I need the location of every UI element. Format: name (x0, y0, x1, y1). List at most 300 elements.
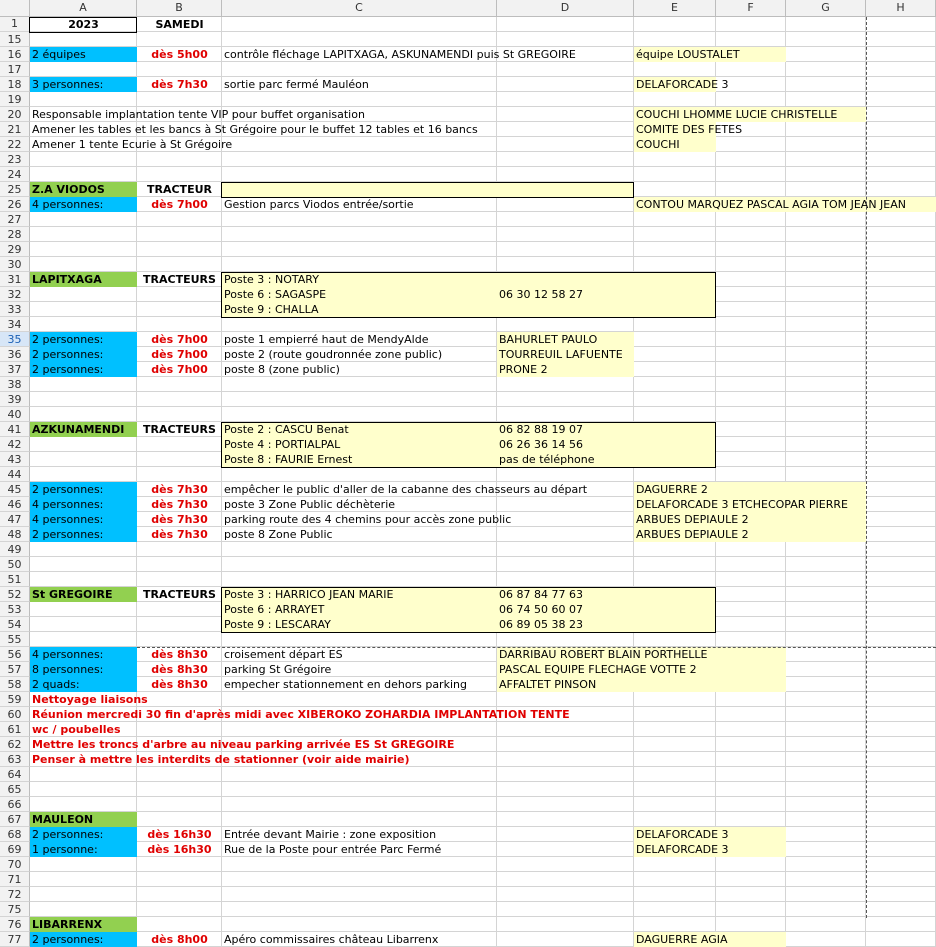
cell-g76[interactable] (786, 917, 866, 932)
cell-f15[interactable] (716, 32, 786, 47)
cell-c72[interactable] (222, 887, 497, 902)
cell-f52[interactable] (716, 587, 786, 602)
row-header-57[interactable]: 57 (0, 662, 30, 677)
cell-d63[interactable] (497, 752, 634, 767)
cell-f71[interactable] (716, 872, 786, 887)
cell-h72[interactable] (866, 887, 936, 902)
cell-b33[interactable] (137, 302, 222, 317)
cell-g61[interactable] (786, 722, 866, 737)
cell-g63[interactable] (786, 752, 866, 767)
cell-g18[interactable] (786, 77, 866, 92)
cell-g40[interactable] (786, 407, 866, 422)
cell-d71[interactable] (497, 872, 634, 887)
cell-f49[interactable] (716, 542, 786, 557)
cell-a64[interactable] (30, 767, 137, 782)
cell-e38[interactable] (634, 377, 716, 392)
cell-b72[interactable] (137, 887, 222, 902)
cell-e70[interactable] (634, 857, 716, 872)
cell-e24[interactable] (634, 167, 716, 182)
cell-a15[interactable] (30, 32, 137, 47)
cell-d15[interactable] (497, 32, 634, 47)
cell-g60[interactable] (786, 707, 866, 722)
cell-a38[interactable] (30, 377, 137, 392)
cell-h57[interactable] (866, 662, 936, 677)
cell-c51[interactable] (222, 572, 497, 587)
cell-e37[interactable] (634, 362, 716, 377)
cell-h20[interactable] (866, 107, 936, 122)
cell-b54[interactable] (137, 617, 222, 632)
cell-b67[interactable] (137, 812, 222, 827)
cell-e67[interactable] (634, 812, 716, 827)
cell-e15[interactable] (634, 32, 716, 47)
cell-b32[interactable] (137, 287, 222, 302)
cell-f23[interactable] (716, 152, 786, 167)
row-header-54[interactable]: 54 (0, 617, 30, 632)
cell-f51[interactable] (716, 572, 786, 587)
row-header-31[interactable]: 31 (0, 272, 30, 287)
cell-f41[interactable] (716, 422, 786, 437)
cell-e51[interactable] (634, 572, 716, 587)
cell-b42[interactable] (137, 437, 222, 452)
cell-d66[interactable] (497, 797, 634, 812)
cell-h53[interactable] (866, 602, 936, 617)
cell-g23[interactable] (786, 152, 866, 167)
cell-e40[interactable] (634, 407, 716, 422)
cell-f28[interactable] (716, 227, 786, 242)
column-header-b[interactable]: B (137, 0, 222, 17)
cell-g27[interactable] (786, 212, 866, 227)
cell-h56[interactable] (866, 647, 936, 662)
cell-g53[interactable] (786, 602, 866, 617)
cell-g69[interactable] (786, 842, 866, 857)
cell-h48[interactable] (866, 527, 936, 542)
cell-b75[interactable] (137, 902, 222, 917)
cell-f42[interactable] (716, 437, 786, 452)
cell-h25[interactable] (866, 182, 936, 197)
row-header-59[interactable]: 59 (0, 692, 30, 707)
cell-g44[interactable] (786, 467, 866, 482)
cell-g1[interactable] (786, 17, 866, 32)
cell-h34[interactable] (866, 317, 936, 332)
cell-b66[interactable] (137, 797, 222, 812)
cell-a51[interactable] (30, 572, 137, 587)
cell-f1[interactable] (716, 17, 786, 32)
cell-h50[interactable] (866, 557, 936, 572)
cell-g28[interactable] (786, 227, 866, 242)
column-header-g[interactable]: G (786, 0, 866, 17)
cell-h32[interactable] (866, 287, 936, 302)
cell-g70[interactable] (786, 857, 866, 872)
cell-h61[interactable] (866, 722, 936, 737)
cell-h18[interactable] (866, 77, 936, 92)
cell-c59[interactable] (222, 692, 497, 707)
cell-c28[interactable] (222, 227, 497, 242)
cell-b61[interactable] (137, 722, 222, 737)
cell-f40[interactable] (716, 407, 786, 422)
cell-e34[interactable] (634, 317, 716, 332)
cell-h21[interactable] (866, 122, 936, 137)
cell-f72[interactable] (716, 887, 786, 902)
cell-e27[interactable] (634, 212, 716, 227)
cell-h35[interactable] (866, 332, 936, 347)
cell-b76[interactable] (137, 917, 222, 932)
column-header-h[interactable]: H (866, 0, 936, 17)
cell-c50[interactable] (222, 557, 497, 572)
cell-d20[interactable] (497, 107, 634, 122)
cell-e1[interactable] (634, 17, 716, 32)
cell-g25[interactable] (786, 182, 866, 197)
cell-b49[interactable] (137, 542, 222, 557)
cell-d51[interactable] (497, 572, 634, 587)
cell-g65[interactable] (786, 782, 866, 797)
row-header-64[interactable]: 64 (0, 767, 30, 782)
cell-f32[interactable] (716, 287, 786, 302)
cell-c19[interactable] (222, 92, 497, 107)
row-header-77[interactable]: 77 (0, 932, 30, 947)
cell-g58[interactable] (786, 677, 866, 692)
cell-f70[interactable] (716, 857, 786, 872)
row-header-44[interactable]: 44 (0, 467, 30, 482)
cell-c61[interactable] (222, 722, 497, 737)
cell-c44[interactable] (222, 467, 497, 482)
cell-d47[interactable] (497, 512, 634, 527)
cell-e75[interactable] (634, 902, 716, 917)
cell-a72[interactable] (30, 887, 137, 902)
cell-f25[interactable] (716, 182, 786, 197)
cell-e23[interactable] (634, 152, 716, 167)
cell-f39[interactable] (716, 392, 786, 407)
cell-g57[interactable] (786, 662, 866, 677)
cell-b15[interactable] (137, 32, 222, 47)
cell-b34[interactable] (137, 317, 222, 332)
cell-e71[interactable] (634, 872, 716, 887)
cell-a44[interactable] (30, 467, 137, 482)
cell-c71[interactable] (222, 872, 497, 887)
cell-d24[interactable] (497, 167, 634, 182)
cell-h55[interactable] (866, 632, 936, 647)
cell-d19[interactable] (497, 92, 634, 107)
cell-g39[interactable] (786, 392, 866, 407)
cell-g24[interactable] (786, 167, 866, 182)
cell-b40[interactable] (137, 407, 222, 422)
row-header-65[interactable]: 65 (0, 782, 30, 797)
row-header-43[interactable]: 43 (0, 452, 30, 467)
cell-f66[interactable] (716, 797, 786, 812)
row-header-48[interactable]: 48 (0, 527, 30, 542)
cell-c23[interactable] (222, 152, 497, 167)
cell-d26[interactable] (497, 197, 634, 212)
cell-g34[interactable] (786, 317, 866, 332)
cell-d23[interactable] (497, 152, 634, 167)
cell-h27[interactable] (866, 212, 936, 227)
cell-f64[interactable] (716, 767, 786, 782)
column-header-a[interactable]: A (30, 0, 137, 17)
cell-g50[interactable] (786, 557, 866, 572)
cell-a71[interactable] (30, 872, 137, 887)
cell-h28[interactable] (866, 227, 936, 242)
row-header-38[interactable]: 38 (0, 377, 30, 392)
cell-g42[interactable] (786, 437, 866, 452)
cell-g51[interactable] (786, 572, 866, 587)
cell-b44[interactable] (137, 467, 222, 482)
cell-g54[interactable] (786, 617, 866, 632)
cell-g52[interactable] (786, 587, 866, 602)
row-header-67[interactable]: 67 (0, 812, 30, 827)
cell-b55[interactable] (137, 632, 222, 647)
cell-d48[interactable] (497, 527, 634, 542)
cell-h67[interactable] (866, 812, 936, 827)
cell-h54[interactable] (866, 617, 936, 632)
cell-g62[interactable] (786, 737, 866, 752)
cell-d28[interactable] (497, 227, 634, 242)
row-header-32[interactable]: 32 (0, 287, 30, 302)
cell-e60[interactable] (634, 707, 716, 722)
cell-c38[interactable] (222, 377, 497, 392)
cell-e25[interactable] (634, 182, 716, 197)
cell-b65[interactable] (137, 782, 222, 797)
cell-b30[interactable] (137, 257, 222, 272)
cell-g38[interactable] (786, 377, 866, 392)
cell-c34[interactable] (222, 317, 497, 332)
cell-h65[interactable] (866, 782, 936, 797)
cell-h69[interactable] (866, 842, 936, 857)
cell-c15[interactable] (222, 32, 497, 47)
cell-f29[interactable] (716, 242, 786, 257)
row-header-71[interactable]: 71 (0, 872, 30, 887)
cell-g33[interactable] (786, 302, 866, 317)
cell-e44[interactable] (634, 467, 716, 482)
cell-h29[interactable] (866, 242, 936, 257)
cell-c17[interactable] (222, 62, 497, 77)
cell-g22[interactable] (786, 137, 866, 152)
cell-e17[interactable] (634, 62, 716, 77)
cell-e49[interactable] (634, 542, 716, 557)
cell-a50[interactable] (30, 557, 137, 572)
cell-f44[interactable] (716, 467, 786, 482)
cell-d21[interactable] (497, 122, 634, 137)
cell-b53[interactable] (137, 602, 222, 617)
cell-e72[interactable] (634, 887, 716, 902)
cell-d38[interactable] (497, 377, 634, 392)
cell-c64[interactable] (222, 767, 497, 782)
cell-f63[interactable] (716, 752, 786, 767)
cell-f67[interactable] (716, 812, 786, 827)
cell-b59[interactable] (137, 692, 222, 707)
cell-h49[interactable] (866, 542, 936, 557)
cell-g31[interactable] (786, 272, 866, 287)
row-header-1[interactable]: 1 (0, 17, 30, 32)
row-header-39[interactable]: 39 (0, 392, 30, 407)
cell-c29[interactable] (222, 242, 497, 257)
select-all-corner[interactable] (0, 0, 30, 17)
row-header-40[interactable]: 40 (0, 407, 30, 422)
cell-a65[interactable] (30, 782, 137, 797)
cell-f22[interactable] (716, 137, 786, 152)
row-header-76[interactable]: 76 (0, 917, 30, 932)
cell-d29[interactable] (497, 242, 634, 257)
cell-a75[interactable] (30, 902, 137, 917)
cell-e66[interactable] (634, 797, 716, 812)
cell-g72[interactable] (786, 887, 866, 902)
cell-h45[interactable] (866, 482, 936, 497)
cell-h41[interactable] (866, 422, 936, 437)
cell-f36[interactable] (716, 347, 786, 362)
cell-h68[interactable] (866, 827, 936, 842)
cell-d68[interactable] (497, 827, 634, 842)
cell-g75[interactable] (786, 902, 866, 917)
cell-h62[interactable] (866, 737, 936, 752)
row-header-51[interactable]: 51 (0, 572, 30, 587)
cell-c67[interactable] (222, 812, 497, 827)
cell-g21[interactable] (786, 122, 866, 137)
row-header-22[interactable]: 22 (0, 137, 30, 152)
cell-a23[interactable] (30, 152, 137, 167)
row-header-41[interactable]: 41 (0, 422, 30, 437)
row-header-18[interactable]: 18 (0, 77, 30, 92)
cell-c39[interactable] (222, 392, 497, 407)
cell-c65[interactable] (222, 782, 497, 797)
cell-h51[interactable] (866, 572, 936, 587)
row-header-19[interactable]: 19 (0, 92, 30, 107)
cell-f19[interactable] (716, 92, 786, 107)
cell-h70[interactable] (866, 857, 936, 872)
cell-f27[interactable] (716, 212, 786, 227)
row-header-55[interactable]: 55 (0, 632, 30, 647)
cell-d61[interactable] (497, 722, 634, 737)
cell-d62[interactable] (497, 737, 634, 752)
cell-c66[interactable] (222, 797, 497, 812)
cell-f38[interactable] (716, 377, 786, 392)
cell-h39[interactable] (866, 392, 936, 407)
row-header-69[interactable]: 69 (0, 842, 30, 857)
cell-a32[interactable] (30, 287, 137, 302)
cell-d64[interactable] (497, 767, 634, 782)
cell-d18[interactable] (497, 77, 634, 92)
cell-e39[interactable] (634, 392, 716, 407)
cell-e65[interactable] (634, 782, 716, 797)
cell-d67[interactable] (497, 812, 634, 827)
row-header-68[interactable]: 68 (0, 827, 30, 842)
cell-a34[interactable] (30, 317, 137, 332)
cell-a66[interactable] (30, 797, 137, 812)
cell-e63[interactable] (634, 752, 716, 767)
cell-d72[interactable] (497, 887, 634, 902)
row-header-29[interactable]: 29 (0, 242, 30, 257)
cell-g55[interactable] (786, 632, 866, 647)
cell-h15[interactable] (866, 32, 936, 47)
cell-b28[interactable] (137, 227, 222, 242)
cell-d22[interactable] (497, 137, 634, 152)
cell-a42[interactable] (30, 437, 137, 452)
row-header-33[interactable]: 33 (0, 302, 30, 317)
cell-c70[interactable] (222, 857, 497, 872)
cell-a33[interactable] (30, 302, 137, 317)
cell-d55[interactable] (497, 632, 634, 647)
row-header-53[interactable]: 53 (0, 602, 30, 617)
cell-h17[interactable] (866, 62, 936, 77)
cell-h42[interactable] (866, 437, 936, 452)
column-header-c[interactable]: C (222, 0, 497, 17)
cell-h44[interactable] (866, 467, 936, 482)
cell-h47[interactable] (866, 512, 936, 527)
row-header-60[interactable]: 60 (0, 707, 30, 722)
cell-g16[interactable] (786, 47, 866, 62)
cell-b50[interactable] (137, 557, 222, 572)
row-header-66[interactable]: 66 (0, 797, 30, 812)
cell-d59[interactable] (497, 692, 634, 707)
cell-b71[interactable] (137, 872, 222, 887)
cell-c22[interactable] (222, 137, 497, 152)
cell-f62[interactable] (716, 737, 786, 752)
cell-d40[interactable] (497, 407, 634, 422)
cell-e19[interactable] (634, 92, 716, 107)
cell-g71[interactable] (786, 872, 866, 887)
row-header-26[interactable]: 26 (0, 197, 30, 212)
row-header-56[interactable]: 56 (0, 647, 30, 662)
cell-f59[interactable] (716, 692, 786, 707)
row-header-42[interactable]: 42 (0, 437, 30, 452)
row-header-72[interactable]: 72 (0, 887, 30, 902)
cell-h16[interactable] (866, 47, 936, 62)
cell-f34[interactable] (716, 317, 786, 332)
cell-d1[interactable] (497, 17, 634, 32)
cell-d27[interactable] (497, 212, 634, 227)
cell-g19[interactable] (786, 92, 866, 107)
cell-a30[interactable] (30, 257, 137, 272)
cell-b64[interactable] (137, 767, 222, 782)
column-header-d[interactable]: D (497, 0, 634, 17)
cell-c30[interactable] (222, 257, 497, 272)
row-header-23[interactable]: 23 (0, 152, 30, 167)
cell-e61[interactable] (634, 722, 716, 737)
row-header-75[interactable]: 75 (0, 902, 30, 917)
cell-a70[interactable] (30, 857, 137, 872)
cell-b19[interactable] (137, 92, 222, 107)
cell-g41[interactable] (786, 422, 866, 437)
cell-c24[interactable] (222, 167, 497, 182)
cell-f33[interactable] (716, 302, 786, 317)
cell-b24[interactable] (137, 167, 222, 182)
cell-g36[interactable] (786, 347, 866, 362)
cell-h23[interactable] (866, 152, 936, 167)
cell-h37[interactable] (866, 362, 936, 377)
cell-b29[interactable] (137, 242, 222, 257)
cell-c1[interactable] (222, 17, 497, 32)
cell-a27[interactable] (30, 212, 137, 227)
row-header-20[interactable]: 20 (0, 107, 30, 122)
row-header-50[interactable]: 50 (0, 557, 30, 572)
cell-h30[interactable] (866, 257, 936, 272)
cell-e35[interactable] (634, 332, 716, 347)
cell-e59[interactable] (634, 692, 716, 707)
cell-d75[interactable] (497, 902, 634, 917)
cell-e29[interactable] (634, 242, 716, 257)
cell-h43[interactable] (866, 452, 936, 467)
cell-g30[interactable] (786, 257, 866, 272)
cell-g49[interactable] (786, 542, 866, 557)
cell-h38[interactable] (866, 377, 936, 392)
cell-h66[interactable] (866, 797, 936, 812)
cell-d69[interactable] (497, 842, 634, 857)
row-header-17[interactable]: 17 (0, 62, 30, 77)
cell-f60[interactable] (716, 707, 786, 722)
cell-b39[interactable] (137, 392, 222, 407)
cell-f55[interactable] (716, 632, 786, 647)
cell-f75[interactable] (716, 902, 786, 917)
cell-e36[interactable] (634, 347, 716, 362)
cell-a49[interactable] (30, 542, 137, 557)
cell-a40[interactable] (30, 407, 137, 422)
